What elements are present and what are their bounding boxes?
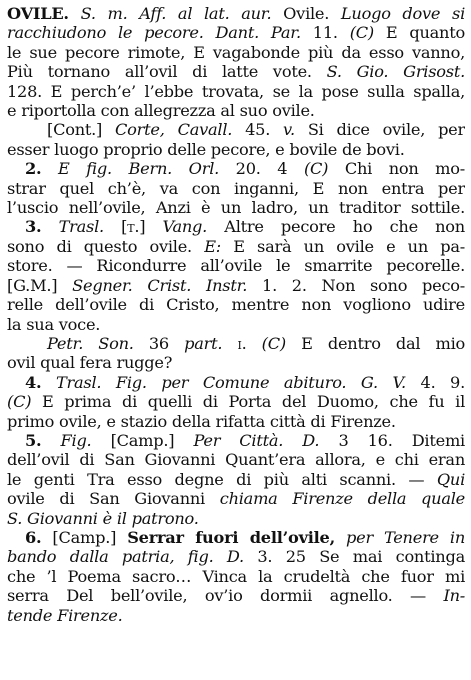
text-line: la sua voce.	[7, 314, 101, 334]
text-line: primo ovile, e stazio della rifatta città di Firenze.	[7, 411, 396, 431]
text-line: Più tornano all’ovil di latte vote. S. Gio. Grisost.	[7, 62, 465, 82]
text-line: dell’ovil di San Giovanni Quant’era allora, e chi eran	[7, 450, 465, 470]
text-line: 4. Trasl. Fig. per Comune abituro. G. V. 4. 9.	[25, 372, 465, 392]
text-line: [G.M.] Segner. Crist. Instr. 1. 2. Non sono peco-	[7, 275, 465, 295]
text-line: strar quel ch’è, va con inganni, E non entra per	[7, 178, 465, 198]
text-line: ovile di San Giovanni chiama Firenze della quale	[7, 489, 465, 509]
text-line: ovil qual fera rugge?	[7, 353, 173, 373]
text-line: esser luogo proprio delle pecore, e bovile de bovi.	[7, 139, 405, 159]
text-line: 5. Fig. [Camp.] Per Città. D. 3 16. Ditemi	[25, 430, 465, 450]
text-line: e riportolla con allegrezza al suo ovile.	[7, 101, 315, 121]
text-line: le sue pecore rimote, E vagabonde più da esso vanno,	[7, 42, 465, 62]
text-line: serra Del bell’ovile, ov’io dormii agnello. — In-	[7, 586, 465, 606]
text-line: che ’l Poema sacro… Vinca la crudeltà che fuor mi	[7, 566, 465, 586]
text-line: racchiudono le pecore. Dant. Par. 11. (C) E quanto	[7, 23, 465, 43]
text-line: Petr. Son. 36 part. i. (C) E dentro dal mio	[47, 333, 465, 353]
text-line: bando dalla patria, fig. D. 3. 25 Se mai continga	[7, 547, 465, 567]
text-line: [Cont.] Corte, Cavall. 45. v. Si dice ovile, per	[47, 120, 465, 140]
text-line: store. — Ricondurre all’ovile le smarrite pecorelle.	[7, 256, 465, 276]
text-line: tende Firenze.	[7, 605, 123, 625]
text-line: S. Giovanni è il patrono.	[7, 508, 199, 528]
text-line: 2. E fig. Bern. Orl. 20. 4 (C) Chi non mo-	[25, 159, 465, 179]
text-line: (C) E prima di quelli di Porta del Duomo, che fu il	[7, 392, 465, 412]
text-line: 128. E perch’e’ l’ebbe trovata, se la pose sulla spalla,	[7, 81, 465, 101]
text-line: OVILE. S. m. Aff. al lat. aur. Ovile. Luogo dove si	[7, 4, 465, 23]
text-line: relle dell’ovile di Cristo, mentre non vogliono udire	[7, 295, 465, 315]
text-line: sono di questo ovile. E: E sarà un ovile e un pa-	[7, 236, 465, 256]
text-line: 3. Trasl. [t.] Vang. Altre pecore ho che non	[25, 217, 465, 237]
text-line: l’uscio nell’ovile, Anzi è un ladro, un traditor sottile.	[7, 198, 465, 218]
text-line: le genti Tra esso degne di più alti scanni. — Qui	[7, 469, 465, 489]
text-line: 6. [Camp.] Serrar fuori dell’ovile, per Tenere in	[25, 527, 465, 547]
